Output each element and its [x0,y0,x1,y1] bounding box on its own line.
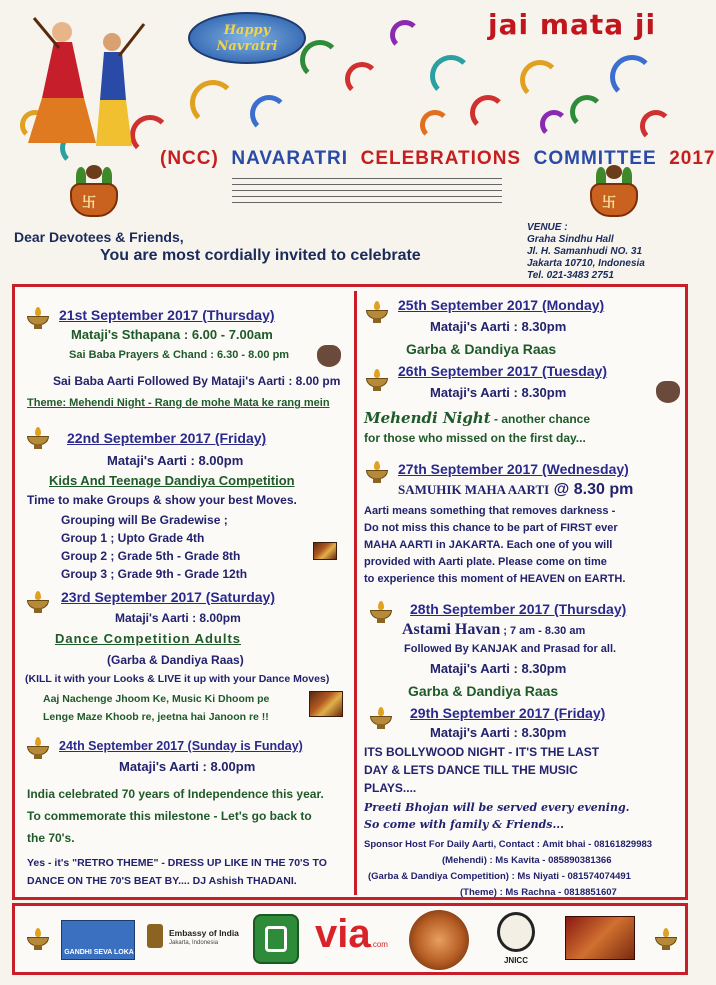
badge-line-1: Happy [223,23,271,38]
astami-havan-time: ; 7 am - 8.30 am [500,625,586,637]
event-line: Followed By KANJAK and Prasad for all. [404,643,617,655]
event-line: PLAYS.... [364,781,417,795]
event-line: to experience this moment of HEAVEN on EARTH. [364,573,626,585]
committee-year: 2017 [669,148,716,169]
event-line: Do not miss this chance to be part of FIRST ever [364,522,618,534]
event-line: Grouping will Be Gradewise ; [61,513,228,527]
emblem-icon [147,924,163,948]
contact-line: (Theme) : Ms Rachna - 0818851607 [460,887,617,898]
event-line: Group 2 ; Grade 5th - Grade 8th [61,549,241,563]
swirl-decoration [300,40,340,80]
mehendi-hand-icon [656,381,680,403]
via-logo [315,912,388,957]
event-line: To commemorate this milestone - Let's go back to [27,809,312,823]
happy-navratri-badge [188,12,306,64]
event-line: Mataji's Aarti : 8.30pm [430,319,567,334]
committee-word: COMMITTEE [533,148,657,169]
diya-icon [25,928,51,950]
event-line: Time to make Groups & show your best Moves. [27,493,297,507]
event-line: (Garba & Dandiya Raas) [107,653,244,667]
swirl-decoration [570,95,604,129]
maha-aarti-label: SAMUHIK MAHA AARTI [398,482,550,497]
swirl-decoration [345,62,379,96]
sponsor-logos-bar [12,903,688,975]
mehendi-night-label: Mehendi Night [364,409,491,427]
adult-dance-photo [309,691,343,717]
gandhi-seva-loka-text: GANDHI SEVA LOKA [64,949,134,956]
community-logo-mark [265,926,287,952]
via-suffix: .com [370,940,388,949]
jai-mata-ji-heading: jai mata ji [488,8,657,41]
schedule-box [12,284,688,900]
kalash-pot-icon [586,165,642,217]
contact-line: (Garba & Dandiya Competition) : Ms Niyati - 081574074491 [368,871,631,882]
event-theme: Theme: Mehendi Night - Rang de mohe Mata ke rang mein [27,397,330,409]
kalash-pot-icon [66,165,122,217]
venue-line: Graha Sindhu Hall [527,234,614,245]
dandiya-dancers-illustration [14,8,164,158]
jnicc-emblem [497,912,535,952]
badge-line-2: Navratri [216,39,278,54]
event-line [402,621,585,639]
embassy-of-india-logo [147,920,239,960]
diya-icon [364,369,390,391]
event-line: India celebrated 70 years of Independence this year. [27,787,324,801]
event-line: Mataji's Aarti : 8.30pm [430,661,567,676]
mehendi-hand-icon [317,345,341,367]
venue-label: VENUE : [527,222,568,233]
event-line: So come with family & Friends... [364,818,564,831]
event-line: (KILL it with your Looks & LIVE it up with your Dance Moves) [25,673,330,685]
swirl-decoration [420,110,450,140]
event-line: Mataji's Aarti : 8.30pm [430,725,567,740]
event-line: Aarti means something that removes darkness - [364,505,616,517]
swastika-icon: 卐 [82,194,96,210]
swirl-decoration [470,95,506,131]
maha-aarti-time: @ 8.30 pm [549,481,634,498]
event-line: Garba & Dandiya Raas [406,341,557,357]
day-date: 27th September 2017 (Wednesday) [398,461,629,477]
event-line: Preeti Bhojan will be served every evening. [364,801,630,814]
event-heading: Kids And Teenage Dandiya Competition [49,473,295,488]
event-line: Mataji's Aarti : 8.30pm [430,385,567,400]
embassy-text: Embassy of India [169,928,239,938]
event-line: Yes - it's "RETRO THEME" - DRESS UP LIKE IN THE 70'S TO [27,857,327,869]
swirl-decoration [250,95,288,133]
event-line: Aaj Nachenge Jhoom Ke, Music Ki Dhoom pe [43,693,270,705]
swirl-decoration [430,55,472,97]
event-line: DANCE ON THE 70'S BEAT BY.... DJ Ashish THADANI. [27,875,297,887]
day-date: 24th September 2017 (Sunday is Funday) [59,739,303,753]
cultural-logo [565,916,635,960]
event-line: Mataji's Aarti : 8.00pm [107,453,244,468]
swirl-decoration [520,60,560,100]
event-heading: Dance Competition Adults [55,631,242,646]
diya-icon [25,737,51,759]
day-date: 21st September 2017 (Thursday) [59,307,275,323]
event-line: Mataji's Aarti : 8.00pm [119,759,256,774]
swastika-icon: 卐 [602,194,616,210]
event-line: Sai Baba Aarti Followed By Mataji's Aarti : 8.00 pm [53,374,341,388]
sponsor-line: Sponsor Host For Daily Aarti, Contact : Amit bhai - 08161829983 [364,839,653,850]
schedule-left-column [15,287,353,897]
community-logo [253,914,299,964]
venue-phone: Tel. 021-3483 2751 [527,270,614,281]
diya-icon [653,928,679,950]
gandhi-seva-loka-logo [61,920,135,960]
schedule-right-column [358,287,685,897]
committee-word: NAVARATRI [231,148,349,169]
swirl-decoration [610,55,654,99]
event-line: for those who missed on the first day... [364,431,586,445]
event-line: provided with Aarti plate. Please come on time [364,556,607,568]
venue-block [527,222,645,282]
event-line: ITS BOLLYWOOD NIGHT - IT'S THE LAST [364,745,600,759]
swirl-decoration [540,110,568,138]
event-line: the 70's. [27,831,75,845]
kids-dance-photo [313,542,337,560]
diya-icon [25,427,51,449]
via-text: via [315,912,371,956]
event-line: Mataji's Aarti : 8.00pm [115,611,241,625]
venue-line: Jl. H. Samanhudi NO. 31 [527,246,643,257]
column-divider [354,291,357,895]
temple-logo [409,910,469,970]
coconut-icon [86,165,102,179]
diya-icon [364,461,390,483]
diya-icon [25,307,51,329]
diya-icon [364,301,390,323]
header [0,0,716,290]
day-date: 29th September 2017 (Friday) [410,705,606,721]
music-staff-decoration [232,178,502,212]
day-date: 26th September 2017 (Tuesday) [398,363,608,379]
event-line: MAHA AARTI in JAKARTA. Each one of you will [364,539,613,551]
jnicc-text: JNICC [503,956,528,965]
venue-line: Jakarta 10710, Indonesia [527,258,645,269]
committee-abbrev: (NCC) [160,148,219,169]
diya-icon [368,707,394,729]
event-line: Mataji's Sthapana : 6.00 - 7.00am [71,327,273,342]
diya-icon [368,601,394,623]
swirl-decoration [390,20,420,50]
event-line [398,481,633,499]
event-line: Garba & Dandiya Raas [408,683,559,699]
diya-icon [25,591,51,613]
committee-word: CELEBRATIONS [360,148,522,169]
greeting: Dear Devotees & Friends, [14,229,184,245]
jnicc-logo [493,912,539,972]
invitation-line: You are most cordially invited to celebrate [100,247,421,264]
event-line [364,409,590,428]
swirl-decoration [190,80,236,126]
embassy-subtext: Jakarta, Indonesia [169,940,219,946]
event-line: Lenge Maze Khoob re, jeetna hai Janoon re !! [43,711,269,723]
event-line: DAY & LETS DANCE TILL THE MUSIC [364,763,578,777]
astami-havan-label: Astami Havan [402,621,501,638]
swirl-decoration [640,110,672,142]
day-date: 22nd September 2017 (Friday) [67,430,267,446]
event-line: Group 3 ; Grade 9th - Grade 12th [61,567,248,581]
contact-line: (Mehendi) : Ms Kavita - 085890381366 [442,855,612,866]
event-line: Sai Baba Prayers & Chand : 6.30 - 8.00 pm [69,349,290,361]
day-date: 25th September 2017 (Monday) [398,297,605,313]
day-date: 28th September 2017 (Thursday) [410,601,627,617]
event-line: Group 1 ; Upto Grade 4th [61,531,205,545]
day-date: 23rd September 2017 (Saturday) [61,589,275,605]
committee-title [160,148,716,170]
event-line-suffix: - another chance [490,412,591,426]
